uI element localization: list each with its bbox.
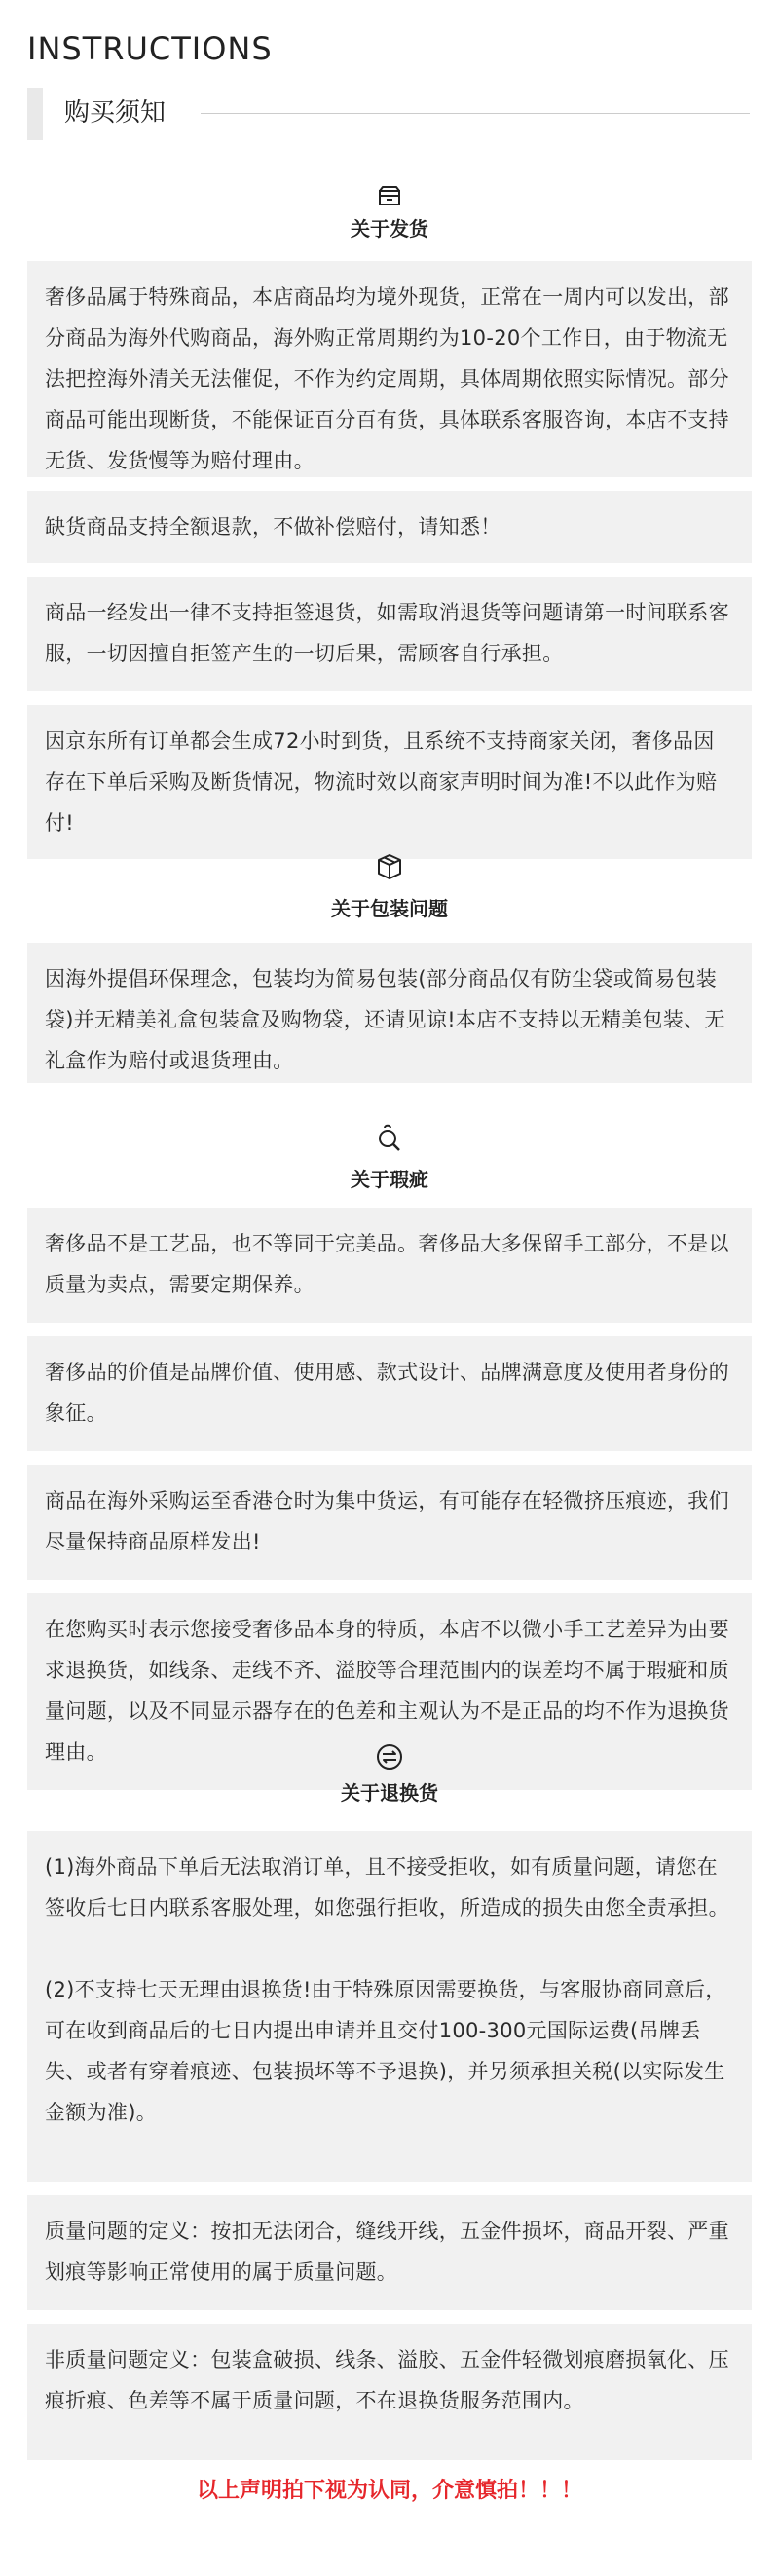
returns-text-3: 质量问题的定义：按扣无法闭合，缝线开线，五金件损坏，商品开裂、严重划痕等影响正常使用的属于质量问题。: [45, 2220, 729, 2284]
disclaimer-footer: 以上声明拍下视为认同，介意慎拍！！！: [196, 2479, 582, 2503]
shipping-box-1: [27, 261, 752, 477]
shipping-text-3: 商品一经发出一律不支持拒签退货，如需取消退货等问题请第一时间联系客服，一切因擅自拒签产生的一切后果，需顾客自行承担。: [45, 601, 729, 665]
shipping-text-1: 奢侈品属于特殊商品，本店商品均为境外现货，正常在一周内可以发出，部分商品为海外代购商品，海外购正常周期约为10-20个工作日，由于物流无法把控海外清关无法催促，不作为约定周期，具体周期依照实际情况。部分商品可能出现断货，不能保证百分百有货，具体联系客服咨询，本店不支持无货、发货慢等为赔付理由。: [45, 285, 729, 472]
returns-text-4: 非质量问题定义：包装盒破损、线条、溢胶、五金件轻微划痕磨损氧化、压痕折痕、色差等不属于质量问题，不在退换货服务范围内。: [45, 2348, 729, 2412]
page-subtitle: 购买须知: [64, 98, 167, 128]
section-title-flaws: 关于瑕疵: [351, 1168, 428, 1191]
header-accent-bar: [27, 88, 43, 140]
flaws-text-1: 奢侈品不是工艺品，也不等同于完美品。奢侈品大多保留手工部分，不是以质量为卖点，需要定期保养。: [45, 1232, 729, 1296]
section-title-returns: 关于退换货: [341, 1781, 438, 1805]
flaws-text-2: 奢侈品的价值是品牌价值、使用感、款式设计、品牌满意度及使用者身份的象征。: [45, 1361, 729, 1425]
exchange-icon: [374, 1741, 405, 1773]
shipping-box-2: [27, 491, 752, 563]
packaging-box-1: [27, 943, 752, 1083]
shipping-text-4: 因京东所有订单都会生成72小时到货，且系统不支持商家关闭，奢侈品因存在下单后采购及断货情况，物流时效以商家声明时间为准!不以此作为赔付!: [45, 729, 718, 835]
flaws-text-3: 商品在海外采购运至香港仓时为集中货运，有可能存在轻微挤压痕迹，我们尽量保持商品原样发出!: [45, 1489, 729, 1553]
returns-box-3: [27, 2324, 752, 2460]
flaws-box-3: [27, 1465, 752, 1580]
section-title-packaging: 关于包装问题: [331, 897, 448, 920]
flaws-text-4: 在您购买时表示您接受奢侈品本身的特质，本店不以微小手工艺差异为由要求退换货，如线条、走线不齐、溢胶等合理范围内的误差均不属于瑕疵和质量问题，以及不同显示器存在的色差和主观认为不是正品的均不作为退换货理由。: [45, 1618, 729, 1764]
flaws-box-2: [27, 1336, 752, 1451]
page-title: INSTRUCTIONS: [27, 30, 273, 67]
truck-icon: [374, 181, 405, 212]
returns-box-1: [27, 1831, 752, 2182]
returns-text-1: (1)海外商品下单后无法取消订单，且不接受拒收，如有质量问题，请您在签收后七日内联系客服处理，如您强行拒收，所造成的损失由您全责承担。: [45, 1855, 729, 1920]
packaging-text-1: 因海外提倡环保理念，包装均为简易包装(部分商品仅有防尘袋或简易包装袋)并无精美礼盒包装盒及购物袋，还请见谅!本店不支持以无精美包装、无礼盒作为赔付或退货理由。: [45, 967, 725, 1072]
section-title-shipping: 关于发货: [351, 217, 428, 241]
flaws-box-1: [27, 1208, 752, 1323]
magnifier-icon: [374, 1122, 405, 1153]
shipping-text-2: 缺货商品支持全额退款，不做补偿赔付，请知悉！: [45, 515, 501, 539]
shipping-box-3: [27, 577, 752, 691]
header-divider: [201, 113, 750, 114]
shipping-box-4: [27, 705, 752, 859]
returns-text-2: (2)不支持七天无理由退换货!由于特殊原因需要换货，与客服协商同意后，可在收到商品后的七日内提出申请并且交付100-300元国际运费(吊牌丢失、或者有穿着痕迹、包装损坏等不予退换)，并另须承担关税(以实际发生金额为准)。: [45, 1978, 726, 2124]
package-icon: [374, 851, 405, 882]
returns-box-2: [27, 2195, 752, 2310]
